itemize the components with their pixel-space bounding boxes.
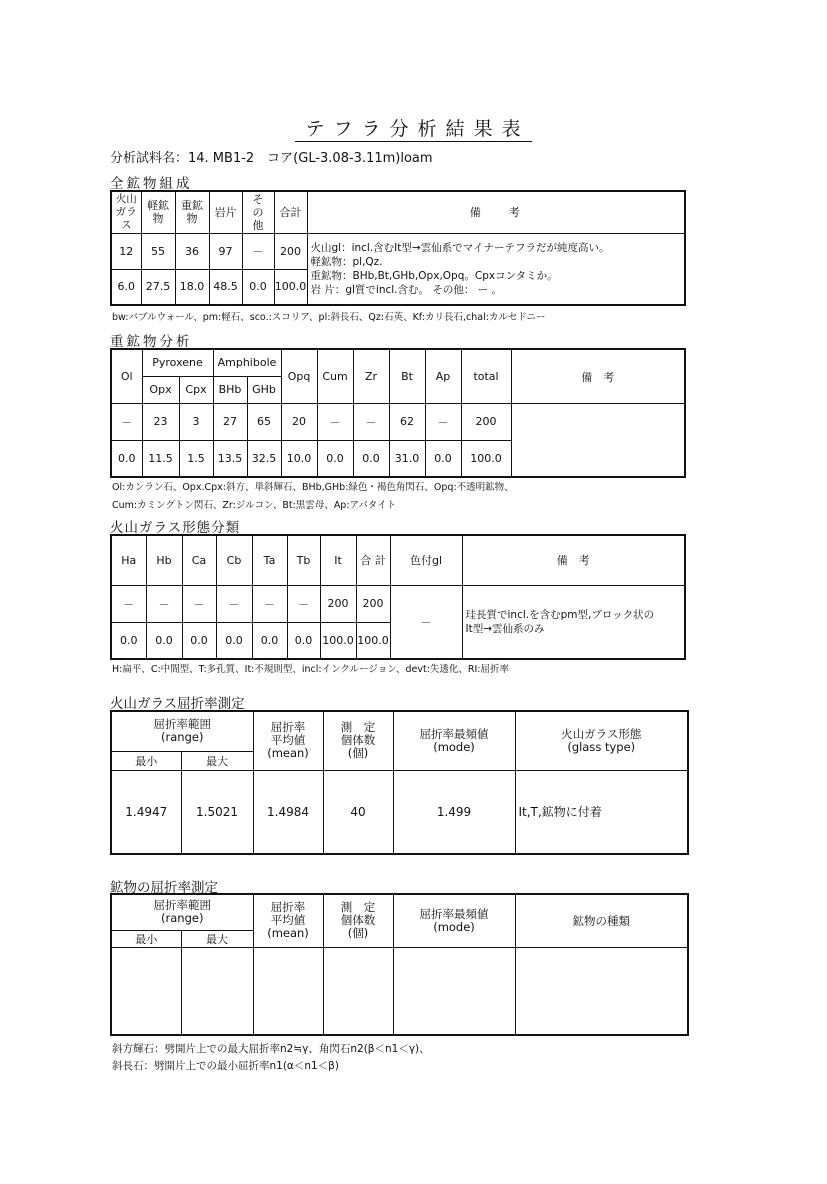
- count-cell: －: [146, 585, 182, 622]
- header-volcanic-glass: 火山ガラス: [111, 191, 141, 233]
- header-count: 測 定 個体数 (個): [323, 894, 393, 947]
- pct-cell: 13.5: [213, 440, 247, 477]
- header-cb: Cb: [216, 535, 252, 585]
- pct-cell: 11.5: [142, 440, 179, 477]
- header-max: 最大: [181, 930, 253, 947]
- header-total: 合 計: [356, 535, 390, 585]
- pct-total: 100.0: [274, 269, 307, 305]
- count-volcanic-glass: 12: [111, 233, 141, 269]
- header-opq: Opq: [281, 349, 317, 403]
- pct-cell: 31.0: [389, 440, 425, 477]
- header-remarks: 備 考: [307, 191, 685, 233]
- count-cell: 62: [389, 403, 425, 440]
- glass-morphology-table: [110, 534, 686, 660]
- count-cell: 65: [247, 403, 281, 440]
- pct-cell: 32.5: [247, 440, 281, 477]
- header-mean: 屈折率 平均値 (mean): [253, 894, 323, 947]
- footnote-pyroxene: 斜方輝石：劈開片上での最大屈折率n2≒γ、角閃石n2(β＜n1＜γ)、: [112, 1043, 430, 1055]
- section-heading-heavy-minerals: 重鉱物分析: [110, 334, 193, 350]
- value-max: 1.5021: [181, 770, 253, 854]
- sample-name: 分析試料名：14. MB1-2 コア(GL-3.08-3.11m)loam: [110, 151, 433, 166]
- pct-cell: 0.0: [146, 622, 182, 659]
- pct-cell: 100.0: [356, 622, 390, 659]
- footnote-plagioclase: 斜長石：劈開片上での最小屈折率n1(α＜n1＜β): [112, 1060, 339, 1072]
- pct-cell: 0.0: [111, 440, 142, 477]
- count-light-minerals: 55: [141, 233, 175, 269]
- header-count: 測 定 個体数 (個): [323, 711, 393, 770]
- header-amphibole: Amphibole: [213, 349, 281, 376]
- count-cell: 23: [142, 403, 179, 440]
- header-cpx: Cpx: [179, 376, 213, 403]
- pct-cell: 1.5: [179, 440, 213, 477]
- remark-line: 岩 片：gl質でincl.含む。 その他： ー 。: [310, 283, 503, 296]
- pct-volcanic-glass: 6.0: [111, 269, 141, 305]
- total-minerals-table: [110, 190, 686, 306]
- header-range: 屈折率範囲 (range): [111, 711, 253, 751]
- value-count: [323, 947, 393, 1035]
- header-hb: Hb: [146, 535, 182, 585]
- remark-line: 重鉱物：BHb,Bt,GHb,Opx,Opq。Cpxコンタミか。: [310, 269, 558, 282]
- header-mode: 屈折率最頻値 (mode): [393, 711, 515, 770]
- count-cell: 3: [179, 403, 213, 440]
- header-heavy-minerals: 重鉱物: [175, 191, 209, 233]
- header-mode: 屈折率最頻値 (mode): [393, 894, 515, 947]
- pct-cell: 100.0: [320, 622, 356, 659]
- count-cell: －: [425, 403, 461, 440]
- section-heading-mineral-refractive: 鉱物の屈折率測定: [110, 880, 218, 896]
- section-heading-total-minerals: 全鉱物組成: [110, 176, 193, 192]
- abbrev-note-total: bw:バブルウォール、pm:軽石、sco.:スコリア、pl:斜長石、Qz:石英、Kf:カリ長石,chal:カルセドニー: [112, 312, 546, 323]
- header-range: 屈折率範囲 (range): [111, 894, 253, 930]
- header-it: It: [320, 535, 356, 585]
- section-heading-glass-refractive: 火山ガラス屈折率測定: [110, 696, 245, 712]
- header-total: total: [461, 349, 511, 403]
- header-ol: Ol: [111, 349, 142, 403]
- mineral-refractive-table: [110, 893, 689, 1036]
- count-cell: －: [353, 403, 389, 440]
- remark-line: 珪長質でincl.を含むpm型,ブロック状の: [465, 608, 655, 621]
- value-mineral-type: [515, 947, 688, 1035]
- pct-cell: 100.0: [461, 440, 511, 477]
- page-title: テフラ分析結果表: [0, 114, 827, 141]
- abbrev-note-glass: H:扁平、C:中間型、T:多孔質、It:不規則型、incl:インクルージョン、devt:失透化、RI:屈折率: [112, 664, 510, 675]
- pct-rock-fragments: 48.5: [209, 269, 242, 305]
- count-rock-fragments: 97: [209, 233, 242, 269]
- pct-others: 0.0: [242, 269, 274, 305]
- pct-cell: 0.0: [111, 622, 146, 659]
- value-glass-type: It,T,鉱物に付着: [515, 770, 688, 854]
- header-zr: Zr: [353, 349, 389, 403]
- header-min: 最小: [111, 930, 181, 947]
- header-bt: Bt: [389, 349, 425, 403]
- pct-light-minerals: 27.5: [141, 269, 175, 305]
- count-cell: －: [111, 403, 142, 440]
- count-cell: 20: [281, 403, 317, 440]
- value-min: 1.4947: [111, 770, 181, 854]
- remarks-cell: [307, 233, 685, 305]
- count-cell: －: [111, 585, 146, 622]
- header-ta: Ta: [252, 535, 287, 585]
- heavy-minerals-table: [110, 348, 686, 478]
- header-light-minerals: 軽鉱物: [141, 191, 175, 233]
- header-total: 合計: [274, 191, 307, 233]
- value-count: 40: [323, 770, 393, 854]
- pct-cell: 0.0: [182, 622, 216, 659]
- count-cell: －: [287, 585, 320, 622]
- header-others: その他: [242, 191, 274, 233]
- count-cell: 200: [461, 403, 511, 440]
- count-total: 200: [274, 233, 307, 269]
- pct-cell: 0.0: [287, 622, 320, 659]
- count-cell: －: [216, 585, 252, 622]
- header-mineral-type: 鉱物の種類: [515, 894, 688, 947]
- section-heading-glass-morphology: 火山ガラス形態分類: [110, 520, 241, 536]
- colored-glass-value: －: [390, 585, 462, 659]
- header-max: 最大: [181, 751, 253, 770]
- value-min: [111, 947, 181, 1035]
- pct-cell: 0.0: [425, 440, 461, 477]
- abbrev-note-heavy-1: Ol:カンラン石、Opx.Cpx:斜方、単斜輝石、BHb,GHb:緑色・褐色角閃石、Opq:不透明鉱物、: [112, 482, 514, 493]
- header-min: 最小: [111, 751, 181, 770]
- header-remarks: 備 考: [462, 535, 685, 585]
- count-cell: 200: [320, 585, 356, 622]
- pct-heavy-minerals: 18.0: [175, 269, 209, 305]
- header-colored-glass: 色付gl: [390, 535, 462, 585]
- value-mean: [253, 947, 323, 1035]
- pct-cell: 0.0: [252, 622, 287, 659]
- remark-line: 軽鉱物：pl,Qz.: [310, 255, 383, 268]
- header-ghb: GHb: [247, 376, 281, 403]
- header-opx: Opx: [142, 376, 179, 403]
- remark-line: It型→雲仙系のみ: [465, 622, 545, 635]
- count-others: －: [242, 233, 274, 269]
- remark-line: 火山gl：incl.含むIt型→雲仙系でマイナーテフラだが純度高い。: [310, 241, 610, 254]
- count-cell: －: [317, 403, 353, 440]
- abbrev-note-heavy-2: Cum:カミングトン閃石、Zr:ジルコン、Bt:黒雲母、Ap:アパタイト: [112, 500, 397, 511]
- value-max: [181, 947, 253, 1035]
- count-heavy-minerals: 36: [175, 233, 209, 269]
- header-glass-type: 火山ガラス形態 (glass type): [515, 711, 688, 770]
- pct-cell: 0.0: [353, 440, 389, 477]
- header-ha: Ha: [111, 535, 146, 585]
- count-cell: 200: [356, 585, 390, 622]
- header-tb: Tb: [287, 535, 320, 585]
- remarks-cell: [462, 585, 685, 659]
- pct-cell: 0.0: [317, 440, 353, 477]
- header-ap: Ap: [425, 349, 461, 403]
- count-cell: 27: [213, 403, 247, 440]
- header-mean: 屈折率 平均値 (mean): [253, 711, 323, 770]
- header-remarks: 備 考: [511, 349, 685, 403]
- header-rock-fragments: 岩片: [209, 191, 242, 233]
- glass-refractive-table: [110, 710, 689, 855]
- remarks-cell: [511, 403, 685, 477]
- header-cum: Cum: [317, 349, 353, 403]
- pct-cell: 10.0: [281, 440, 317, 477]
- value-mode: 1.499: [393, 770, 515, 854]
- count-cell: －: [182, 585, 216, 622]
- header-pyroxene: Pyroxene: [142, 349, 213, 376]
- value-mode: [393, 947, 515, 1035]
- pct-cell: 0.0: [216, 622, 252, 659]
- header-ca: Ca: [182, 535, 216, 585]
- header-bhb: BHb: [213, 376, 247, 403]
- count-cell: －: [252, 585, 287, 622]
- value-mean: 1.4984: [253, 770, 323, 854]
